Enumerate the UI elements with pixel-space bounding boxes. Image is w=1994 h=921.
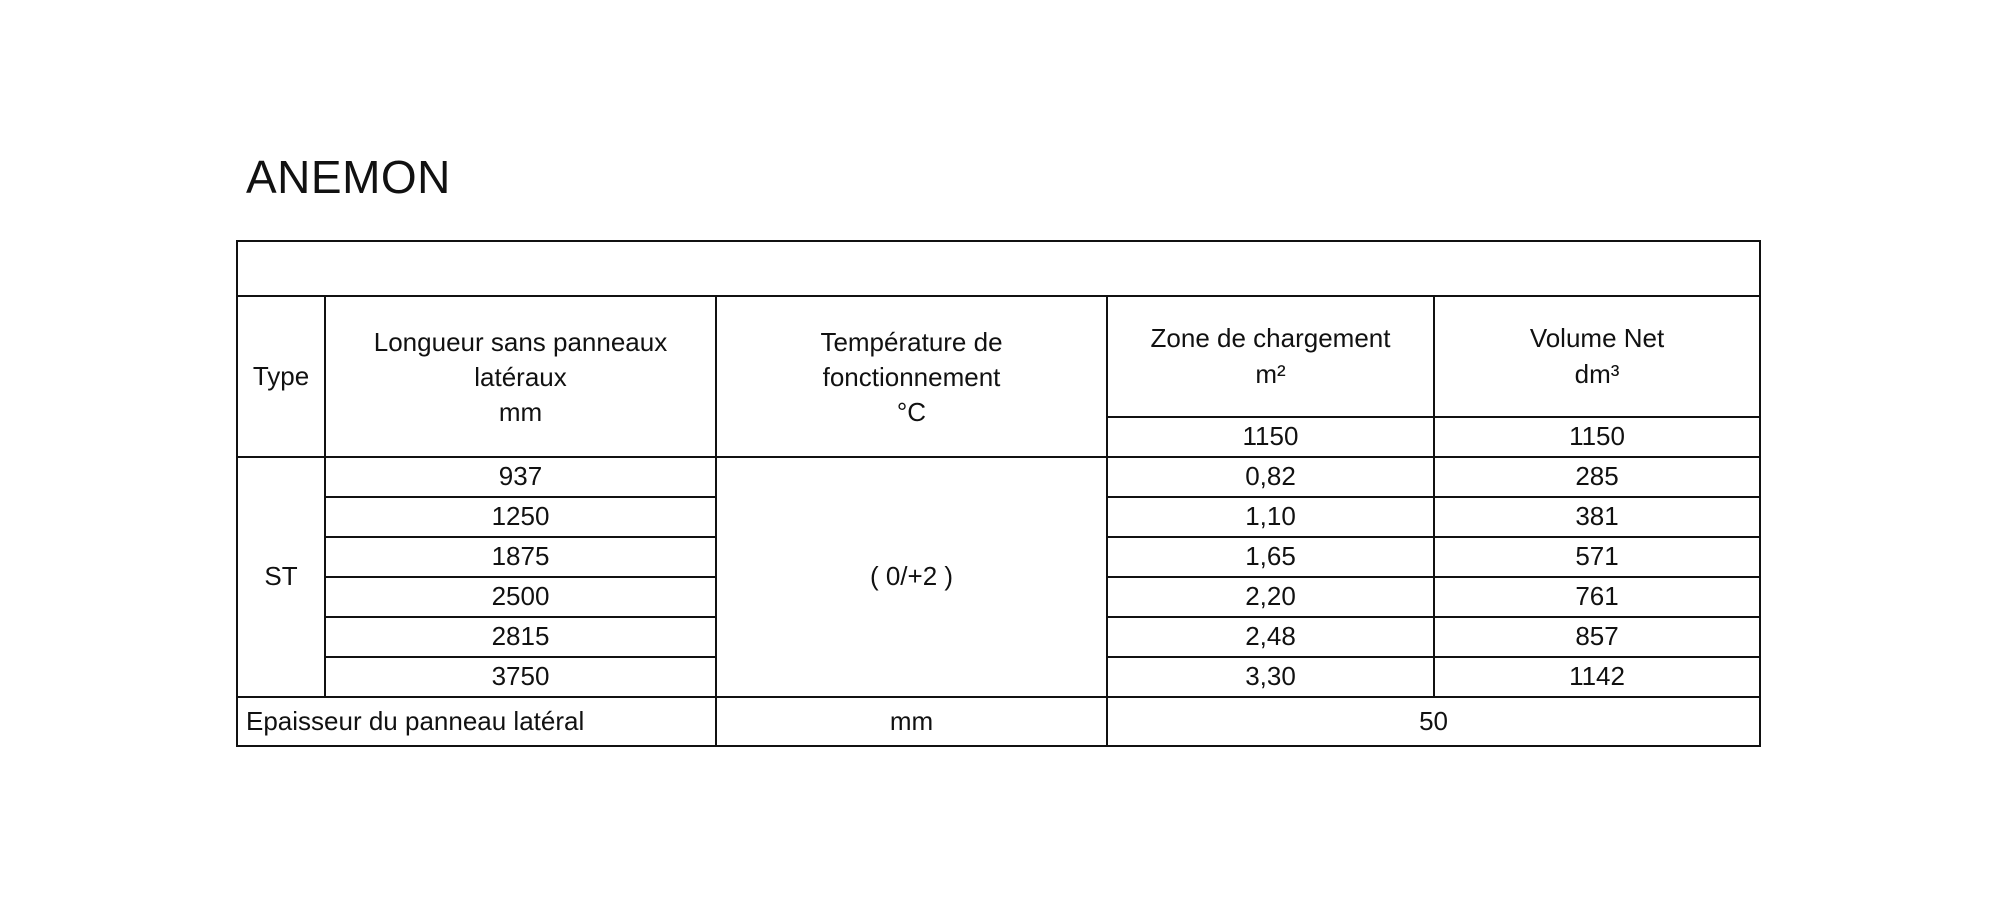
- cell-zone: 0,82: [1107, 457, 1434, 497]
- header-zone: [1107, 296, 1434, 417]
- header-zone-line-1: Zone de chargement: [1150, 323, 1391, 354]
- header-length: [325, 296, 716, 457]
- header-zone-unit: m²: [1255, 358, 1286, 389]
- cell-length: 937: [325, 457, 716, 497]
- header-length-line-2: latéraux: [474, 362, 567, 393]
- header-volume-unit: dm³: [1574, 358, 1620, 389]
- cell-volume: 571: [1434, 537, 1760, 577]
- table-footer-row: [237, 697, 1760, 746]
- table-header-row: [237, 296, 1760, 417]
- specification-table: [236, 240, 1761, 747]
- cell-zone: 1,65: [1107, 537, 1434, 577]
- subheader-volume-value: 1150: [1434, 417, 1760, 457]
- header-type: Type: [237, 296, 325, 457]
- group-type-cell: ST: [237, 457, 325, 697]
- cell-volume: 1142: [1434, 657, 1760, 697]
- header-length-unit: mm: [498, 397, 543, 428]
- cell-length: 1875: [325, 537, 716, 577]
- cell-length: 3750: [325, 657, 716, 697]
- header-volume-line-1: Volume Net: [1529, 323, 1665, 354]
- page-title: ANEMON: [246, 151, 451, 203]
- cell-volume: 761: [1434, 577, 1760, 617]
- cell-zone: 1,10: [1107, 497, 1434, 537]
- header-temperature-line-1: Température de: [820, 327, 1003, 357]
- cell-length: 2500: [325, 577, 716, 617]
- subheader-zone-value: 1150: [1107, 417, 1434, 457]
- cell-length: 1250: [325, 497, 716, 537]
- blank-header-cell: [237, 241, 1760, 296]
- cell-zone: 3,30: [1107, 657, 1434, 697]
- table-blank-header-row: [237, 241, 1760, 296]
- header-length-line-1: Longueur sans panneaux: [373, 327, 668, 357]
- header-volume: [1434, 296, 1760, 417]
- header-temperature: [716, 296, 1107, 457]
- temperature-value-cell: ( 0/+2 ): [716, 457, 1107, 697]
- cell-length: 2815: [325, 617, 716, 657]
- header-temperature-unit: °C: [896, 397, 927, 428]
- footer-value: 50: [1107, 697, 1760, 746]
- cell-volume: 857: [1434, 617, 1760, 657]
- cell-zone: 2,20: [1107, 577, 1434, 617]
- footer-unit: mm: [716, 697, 1107, 746]
- header-temperature-line-2: fonctionnement: [822, 362, 1001, 393]
- footer-label: Epaisseur du panneau latéral: [237, 697, 716, 746]
- table-row: [237, 457, 1760, 497]
- cell-volume: 285: [1434, 457, 1760, 497]
- cell-zone: 2,48: [1107, 617, 1434, 657]
- cell-volume: 381: [1434, 497, 1760, 537]
